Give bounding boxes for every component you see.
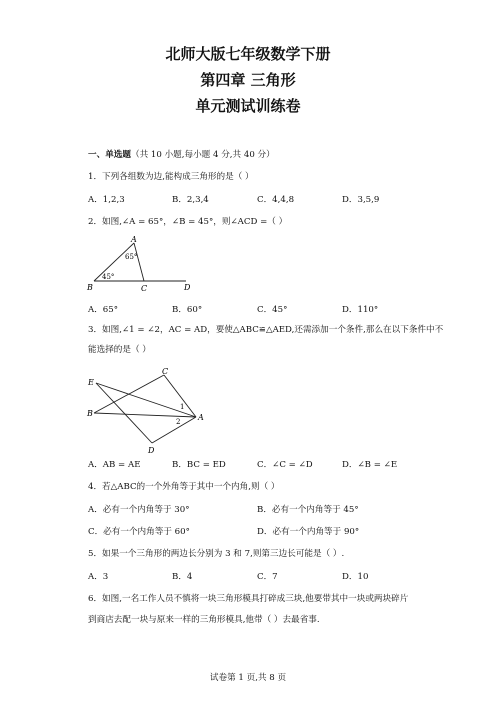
chapter-title: 第四章 三角形 xyxy=(200,71,296,89)
q2-label-angle-b: 45° xyxy=(102,273,115,281)
question-1-stem: 1．下列各组数为边,能构成三角形的是（ ） xyxy=(88,172,254,182)
q3-label-a: A xyxy=(198,413,204,422)
section-heading xyxy=(88,148,275,160)
q3-label-angle-1: 1 xyxy=(180,403,185,411)
q2-label-b: B xyxy=(87,283,93,292)
q2-option-b[interactable]: B．60° xyxy=(172,305,203,315)
q2-triangle-figure xyxy=(86,235,206,297)
q3-option-c[interactable]: C．∠C = ∠D xyxy=(257,460,313,470)
q2-option-d[interactable]: D．110° xyxy=(342,305,379,315)
question-6-stem: 6．如图,一名工作人员不慎将一块三角形模具打碎成三块,他要带其中一块或两块碎片 xyxy=(88,594,409,604)
section-title: 一、单选题 xyxy=(88,150,131,160)
q3-label-angle-2: 2 xyxy=(176,418,181,426)
q1-option-c[interactable]: C．4,4,8 xyxy=(257,195,295,205)
q1-option-b[interactable]: B．2,3,4 xyxy=(172,195,209,205)
q3-option-d[interactable]: D．∠B = ∠E xyxy=(342,460,398,470)
q3-option-b[interactable]: B．BC = ED xyxy=(172,460,226,470)
page-footer: 试卷第 1 页,共 8 页 xyxy=(209,673,287,683)
question-3-stem: 3．如图,∠1 = ∠2，AC = AD，要使△ABC≌△AED,还需添加一个条件,那么在以下条件中不 xyxy=(88,325,444,335)
q4-option-c[interactable]: C．必有一个内角等于 60° xyxy=(88,527,190,537)
section-note: （共 10 小题,每小题 4 分,共 40 分） xyxy=(130,150,275,160)
question-4-stem: 4．若△ABC的一个外角等于其中一个内角,则（ ） xyxy=(88,482,280,492)
q3-label-d: D xyxy=(148,446,155,455)
q4-option-d[interactable]: D．必有一个内角等于 90° xyxy=(257,527,360,537)
q3-label-e: E xyxy=(88,378,94,387)
question-3-stem-cont: 能选择的是（ ） xyxy=(88,345,151,355)
exam-title: 单元测试训练卷 xyxy=(195,97,301,115)
q1-option-a[interactable]: A．1,2,3 xyxy=(88,195,125,205)
q4-option-a[interactable]: A．必有一个内角等于 30° xyxy=(88,505,190,515)
question-2-stem: 2．如图,∠A = 65°，∠B = 45°，则∠ACD =（ ） xyxy=(88,217,288,227)
question-6-stem-cont: 到商店去配一块与原来一样的三角形模具,他带（ ）去最省事. xyxy=(88,615,320,625)
q5-option-b[interactable]: B．4 xyxy=(172,572,193,582)
q5-option-c[interactable]: C．7 xyxy=(257,572,278,582)
q2-label-a: A xyxy=(131,235,137,244)
page-title: 北师大版七年级数学下册 xyxy=(165,45,331,63)
q4-option-b[interactable]: B．必有一个内角等于 45° xyxy=(257,505,359,515)
q2-option-a[interactable]: A．65° xyxy=(88,305,119,315)
q3-label-c: C xyxy=(162,367,169,376)
q1-option-d[interactable]: D．3,5,9 xyxy=(342,195,380,205)
q2-label-d: D xyxy=(184,283,191,292)
question-5-stem: 5．如果一个三角形的两边长分别为 3 和 7,则第三边长可能是（ ）. xyxy=(88,549,345,559)
q2-label-angle-a: 65° xyxy=(125,253,138,261)
q5-option-a[interactable]: A．3 xyxy=(88,572,109,582)
q3-option-a[interactable]: A．AB = AE xyxy=(88,460,141,470)
q5-option-d[interactable]: D．10 xyxy=(342,572,369,582)
q3-congruent-triangles-figure xyxy=(86,365,216,455)
q2-label-c: C xyxy=(141,284,148,293)
q2-option-c[interactable]: C．45° xyxy=(257,305,288,315)
q3-label-b: B xyxy=(87,409,93,418)
